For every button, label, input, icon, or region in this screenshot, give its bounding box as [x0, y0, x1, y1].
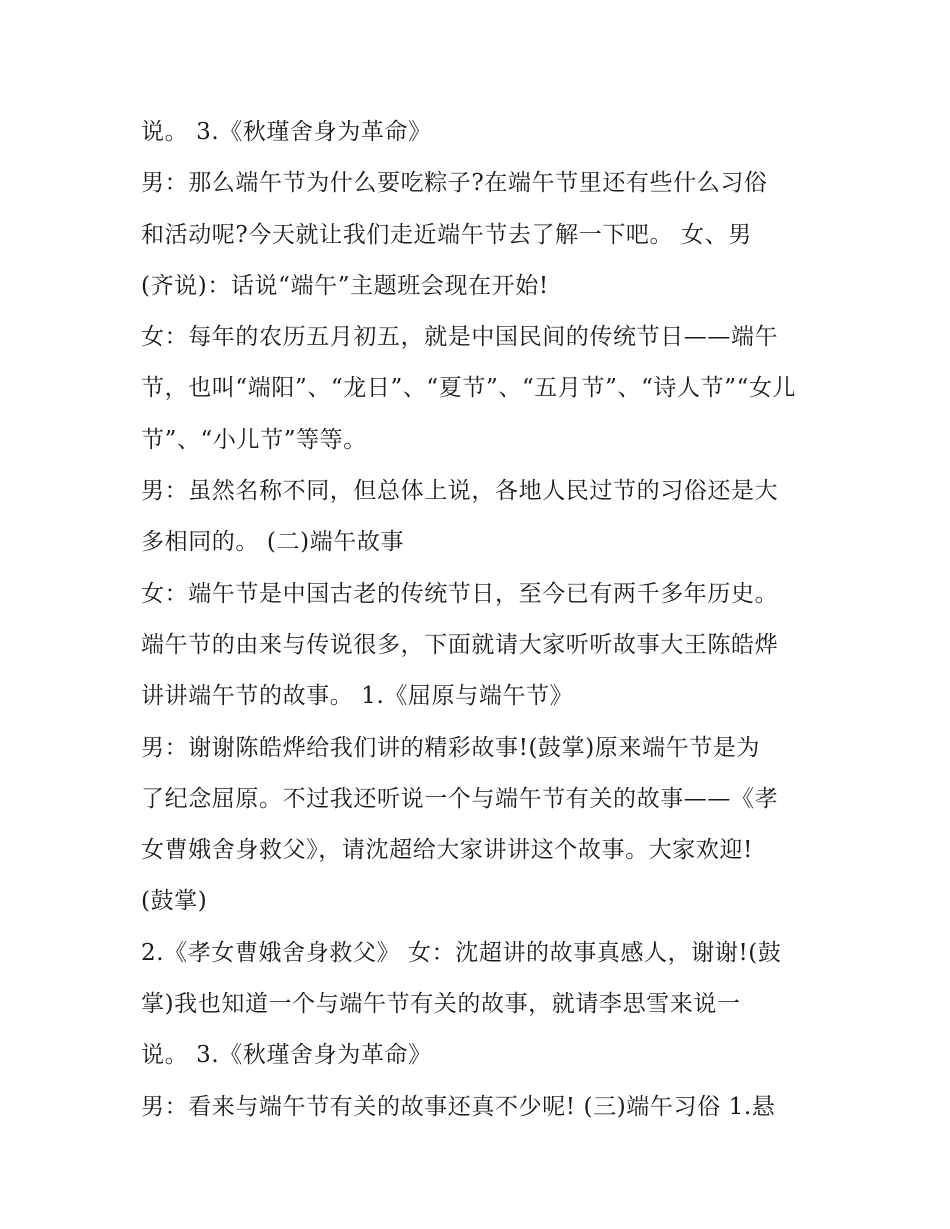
document-body [141, 107, 831, 1133]
text-line: 女：每年的农历五月初五，就是中国民间的传统节日——端午 [141, 324, 779, 351]
text-line: (齐说)：话说“端午”主题班会现在开始! [141, 272, 549, 299]
text-line: 端午节的由来与传说很多，下面就请大家听听故事大王陈皓烨 [141, 631, 779, 658]
text-line: 2.《孝女曹娥舍身救父》 女：沈超讲的故事真感人，谢谢!(鼓 [141, 939, 782, 966]
text-line: 女曹娥舍身救父》，请沈超给大家讲讲这个故事。大家欢迎! [141, 837, 753, 864]
text-line: 男：虽然名称不同，但总体上说，各地人民过节的习俗还是大 [141, 478, 779, 505]
text-line: 节”、“小儿节”等等。 [141, 426, 367, 453]
text-line: 女：端午节是中国古老的传统节日，至今已有两千多年历史。 [141, 580, 779, 607]
text-line: 说。 3.《秋瑾舍身为革命》 [141, 119, 432, 145]
text-line: 男：谢谢陈皓烨给我们讲的精彩故事!(鼓掌)原来端午节是为 [141, 734, 760, 761]
text-line: 男：那么端午节为什么要吃粽子?在端午节里还有些什么习俗 [141, 170, 768, 197]
text-line: 掌)我也知道一个与端午节有关的故事，就请李思雪来说一 [141, 991, 741, 1018]
text-line: 了纪念屈原。不过我还听说一个与端午节有关的故事——《孝 [141, 785, 779, 812]
text-line: 和活动呢?今天就让我们走近端午节去了解一下吧。 女、男 [141, 221, 752, 248]
text-line: 多相同的。 (二)端午故事 [141, 529, 405, 556]
text-line: 节，也叫“端阳”、“龙日”、“夏节”、“五月节”、“诗人节”“女儿 [141, 375, 797, 402]
text-line: (鼓掌) [141, 888, 208, 915]
text-line: 男：看来与端午节有关的故事还真不少呢! (三)端午习俗 1.悬 [141, 1093, 776, 1120]
text-line: 说。 3.《秋瑾舍身为革命》 [141, 1042, 432, 1069]
text-line: 讲讲端午节的故事。 1.《屈原与端午节》 [141, 683, 574, 710]
